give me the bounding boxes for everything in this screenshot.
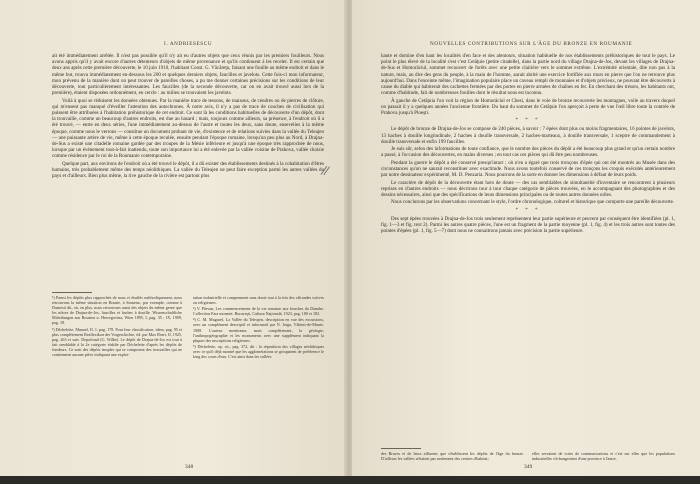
- footnotes-column-1: [52, 295, 182, 358]
- footnote: des Bruces et de leurs affluents que s'établissent les dépôts de l'âge du bronze. D'ailleurs les vallées n'étaient pas seulement des centres d'habitat;: [381, 451, 524, 462]
- paragraph: Des sept épées trouvées à Drajna-de-Jos trois seulement représentent leur partie supérieure et peuvent par conséquent être identifiées (pl. 1, fig. 1—3 et fig. text 2). Parmi les autres quatre pièces, l'une est un fragment de la partie moyenne (pl. 1, fig. 4) et les trois autres sont toutes des pointes d'épées (pl. 1, fig. 5—7) dont nous ne connaitrons jamais avec précision la partie supérieure.: [381, 215, 675, 235]
- footnote-rule: [381, 448, 421, 449]
- page-number-left: 348: [185, 464, 194, 470]
- book-bottom-edge: [0, 476, 700, 484]
- paragraph: Le dépôt de bronze de Drajna-de-Jos se compose de 240 pièces, à savoir : 7 épées dont plus ou moins fragmentaires, 16 pointes de javelots, 13 haches à douille longitudinale, 2 haches à douille transversale, 2 haches-marteaux, à douille transversale, 1 sceptre de commandement à douille transversale et enfin 199 faucilles.: [381, 126, 675, 145]
- section-separator: * * *: [515, 118, 541, 124]
- right-page-body: [381, 53, 675, 236]
- paragraph: haute et domine d'en haut les localités d'en face et des alentours, situation habituelle de nos établissements préhistoriques de tout le pays. Le point le plus élevé de la localité s'est c'est Cetăţuie (petite citadelle), dans la partie nord du village Drajna-de-Jos, devant les villages de Drajna-de-Sus et Homorâciul, sommet recouvert de forêts avec une petite clairière vers le sommet extrême. L'extrémité orientale, dite non pas à la nature, mais, au dire des gens du peuple, à la main de l'homme, aurait abrité une exercice fortifiée aux murs en pierre que l'on ne retrouve plus aujourd'hui. Dans l'enceinte même, l'imagination populaire place un caveau rempli de monnaies et d'objets précieux, ne pouvant être découverts à cause du diable qui habiterait des cachettes fermées par des portes en pierre armées de chaînes en fer. En cherchant des trésors, les habitants ont, comme d'habitude, fait de nombreuses fouilles dont le résultat nous est inconnu.: [381, 53, 676, 97]
- footnote: ⁵) Déchelette, op. cit., pag. 372, dit : la répartition des villages néolithiques avec ce qu'il déjà montré que les agglomérations se groupaient de préférence le long des cours d'eau. C'est ainsi dans les vallées: [193, 343, 324, 360]
- right-page: [352, 0, 700, 476]
- footnotes-column-2: [193, 295, 324, 360]
- footnote: ⁴) C. M. Mugurel, La Vallée du Teleajen, description en vue des excursions, avec un complément descriptif et informatif par N. Iorga, Vălenii-de-Munte, 1908. L'auteur mentionne, mais complètement, la géologie, l'anthropogéographie et les monuments avec une supplément indiquant la plupart des inscriptions religieuses.: [193, 317, 324, 343]
- running-header-right: NOUVELLES CONTRIBUTIONS SUR L'ÂGE DU BRONZE EN ROUMANIE: [430, 41, 633, 47]
- paragraph: Pendant la guerre le dépôt a été conservé presqu'intact ; où n'en a égaré que trois tronçons d'épée qui ont été montrés au Musée dans des circonstances qu'on ne saurait reconstituer avec exactitude. Nous avons toutefois conservé de ces tronçons les croquis exécutés antérieurement par notre dessinateur expérimenté, M. D. Penzaria. Nous pourrons de la sorte en donner les dimensions à défaut de leurs poids.: [381, 159, 675, 179]
- paragraph: Nous conclurons par les observations concernant le style, l'ordre chronologique, culturel et historique que comporte une pareille découverte.: [391, 199, 675, 206]
- paragraph: Quelque part, aux environs de l'endroit où a été trouvé le dépôt, il a dû exister des établissements destinés à la cohabitation d'êtres humains, très probablement même des temps néolithiques. La vallée du Teleajen ne peut faire exception parmi les autres vallées du pays et d'ailleurs. Bien plus même, la rive gauche de la rivière est partout plus: [52, 160, 324, 180]
- footnote: elles servaient de voies de communications et c'est sur elles que les populations industrielles s'échangeaient d'une province à l'autre.: [532, 451, 675, 462]
- footnote: ³) V. Pârvan, Les commencements de la vie romaine aux bouches du Danube. Collection Fara monetei. Bucureşti, Cultura Naţională, 1923, pag. 180 et 182.: [193, 306, 324, 317]
- footnotes-column-1: [381, 451, 524, 462]
- pencil-annotation: //: [321, 163, 329, 178]
- paragraph: À gauche de Cetăţuia l'on voit la région de Homorâciul et Chesi, dans le voie de bronze recouverte les montagnes, voile au travers duquel on passait il y a quelques années l'ancienne frontière. Du haut du sommet de Cetăţuie l'on aperçoit à perte de vue l'œil libre toute la contrée de Prahova jusqu'à Ploeşti.: [381, 97, 675, 117]
- page-number-right: 349: [524, 464, 533, 470]
- left-page-body: [52, 53, 324, 181]
- paragraph: Le caractère de dépôt de la découverte étant hors de doute — des cas semblables de simultanéité d'inventaire se rencontrent à plusieurs reprises en d'autres endroits — nous décrirons tour à tour chaque catégorie de pièces trouvées, en le accompagnant des photographies et des dessins nécessaires, ainsi que des spécifications de leurs dimensions principales ou de toutes autres données utiles.: [381, 179, 675, 199]
- left-page: [0, 0, 347, 476]
- footnote-rule: [52, 292, 92, 293]
- section-separator: * * *: [515, 207, 541, 213]
- paragraph: Voilà à quoi se réduisent les données obtenues. Par la manière trace de tessons, de maisons, de cendres ou de pierres de clôture, qui m'ensent pas manqué d'éveiller l'attention des autochtones. À notre avis, il n'y a pas de trace de couches de civilisation qui puissent être attribuées à l'habitation préhistorique de cet endroit. Ce sont là les conditions habituelles de découverte d'un dépôt, dont la trouvaille, comme un beaucoup d'autres endroits, est due au hasard ; mais, toujours comme ailleurs, sa présence, à l'endroit où il a été trouvé, — entre en deux séries, l'une immédiatement au-dessus de l'autre et toutes les deux, sans doute, ensevelies à la même époque, comme nous le verrons — constitue un document probant de vie, d'existence et de relations suivies dans la vallée du Teleajen — une puissante artère de vie, même à cette époque reculée, ensuite pendant l'époque romaine, lorsqu'un peu plus au Nord, à Drajna-de-Sus a existé une citadelle romaine gardée par des troupes de la Mésie inférieure et jusqu'à une époque très rapprochée de nous, lorsque par un événement tout-à-fait inattendu, toute son importance lui a été enlevée par la vallée voisine de Prahova, vallée choisie comme résidence par le roi de la Roumanie contemporaine.: [52, 97, 324, 160]
- paragraph: ait été immédiatement arrêtée. Il n'est pas possible qu'il n'y ait eu d'autres objets que ceux réunis par les premiers fouilleurs. Nous avons appris qu'il y avait encore d'autres détenteurs d'objets de même provenance et qu'ils continuent à les receler. Il est certain que deux ans après cette première découverte, le 10 juin 1910, l'habitant Const. G. Văcăreţu, faisant une fouille au même endroit et dans le même but, trouva immédiatement en-dessous les 200 et quelques derniers objets, faucilles et javelots. Cette fois-ci mon informateur, mon prévenu de la manière dont on peut trouver de pareilles choses, a pu me donner certaines précisions sur les conditions de leur découverte, tout particulièrement intéressantes. Les faucilles (de la seconde découverte, car on en avait trouvé aussi lors de la première), étaient disposées ordonnément, en cercle : au milieu se trouvaient les javelots.: [52, 53, 324, 97]
- paragraph: Je suis sûr, selon des informations de toute confiance, que le nombre des pièces du dépôt a été beaucoup plus grand et qu'un certain nombre a passé, à l'occasion des découvertes, en mains diverses ; en tout cas ces pièces qui dû être peu nombreuses.: [381, 146, 675, 159]
- running-header-left: I. ANDRIESESCU: [164, 41, 213, 47]
- footnote: tation industrielle et comprennent sans doute tout à la fois des offrandes votives ou religieuses.: [193, 295, 324, 306]
- footnote: ¹) Parmi les dépôts plus rapprochés de nous et étudiés méthodiquement, nous retrouvons la même situation en Bosnie, à Sumetac, par exemple, comme à Dumesti dit, où, en plus, nous retrouvons aussi des objets du même genre que les nôtres de Drajna-de-Jos, faucilles et haches à douille. Wissenschaftliche Mitteilungen aus Bosnien u. Hercegovina, Wien 1895, I, pag. 35 ; IX, 1909, pag. 18.: [52, 295, 182, 326]
- footnote: ²) Déchelette, Manuel, II, 1, pag. 178. Pour leur classification, idem, pag. 95 et plus complètement Reallexikon der Vorgeschichte, éd. par Max Ebert, II, 1925, pag. 263 et suiv. Depotfund (G. Wilke). Le dépôt de Drajna-de-Jos est tout à fait semblable à la 2e catégorie établie par Déchelette d'après les dépôts de fondeurs. Ce sont des dépôts simples qui se composent des trouvailles qui ne contiennent aucune pièce indiquant une exploi-: [52, 326, 182, 358]
- footnotes-column-2: [532, 451, 675, 462]
